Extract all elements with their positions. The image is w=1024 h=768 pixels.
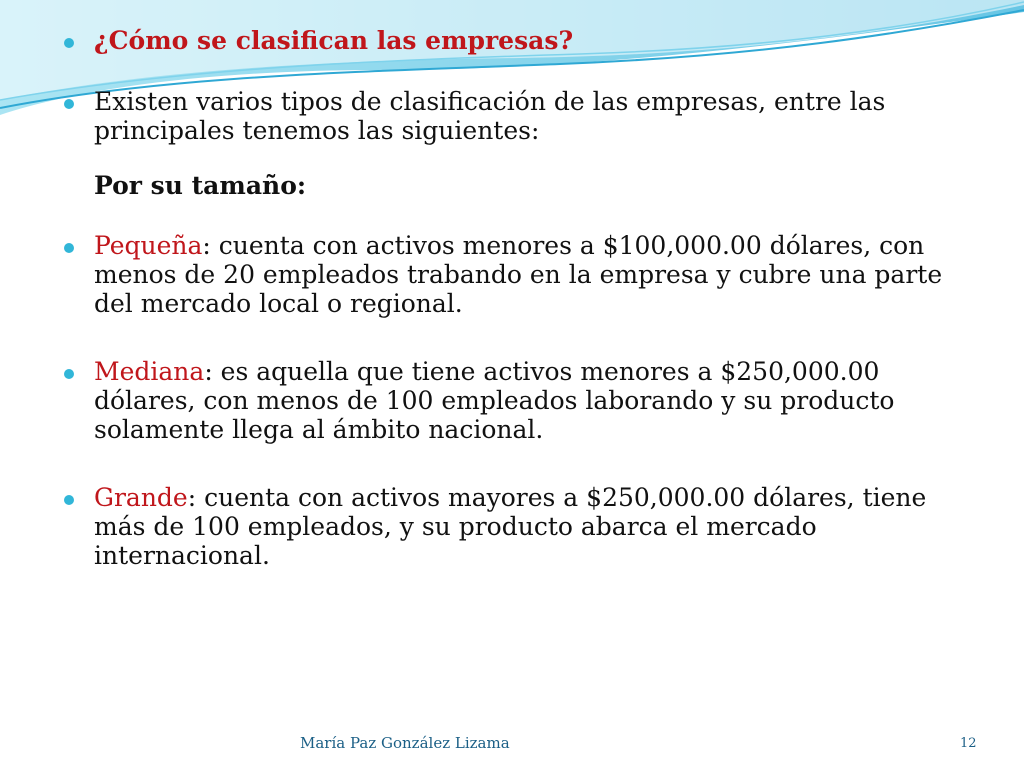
bullet-icon	[64, 243, 74, 253]
category-name: Grande	[94, 483, 188, 512]
footer-author: María Paz González Lizama	[300, 734, 510, 752]
category-item-medium	[64, 357, 964, 444]
intro-text: Existen varios tipos de clasificación de las empresas, entre las principales tenemos las siguientes:	[94, 87, 886, 145]
size-subheading: Por su tamaño:	[94, 171, 307, 200]
category-description: : cuenta con activos mayores a $250,000.00 dólares, tiene más de 100 empleados, y su producto abarca el mercado internacional.	[94, 483, 927, 570]
slide-body	[64, 26, 964, 570]
category-name: Pequeña	[94, 231, 203, 260]
category-item-small	[64, 231, 964, 318]
category-name: Mediana	[94, 357, 205, 386]
category-description: : cuenta con activos menores a $100,000.00 dólares, con menos de 20 empleados trabando en la empresa y cubre una parte del mercado local o regional.	[94, 231, 943, 318]
bullet-icon	[64, 99, 74, 109]
category-description: : es aquella que tiene activos menores a $250,000.00 dólares, con menos de 100 empleados laborando y su producto solamente llega al ámbito nacional.	[94, 357, 895, 444]
slide-heading: ¿Cómo se clasifican las empresas?	[94, 26, 574, 55]
bullet-icon	[64, 369, 74, 379]
intro-item	[64, 87, 964, 145]
category-item-large	[64, 483, 964, 570]
slide-heading-item	[64, 26, 964, 55]
bullet-icon	[64, 38, 74, 48]
bullet-icon	[64, 495, 74, 505]
page-number: 12	[960, 736, 977, 751]
